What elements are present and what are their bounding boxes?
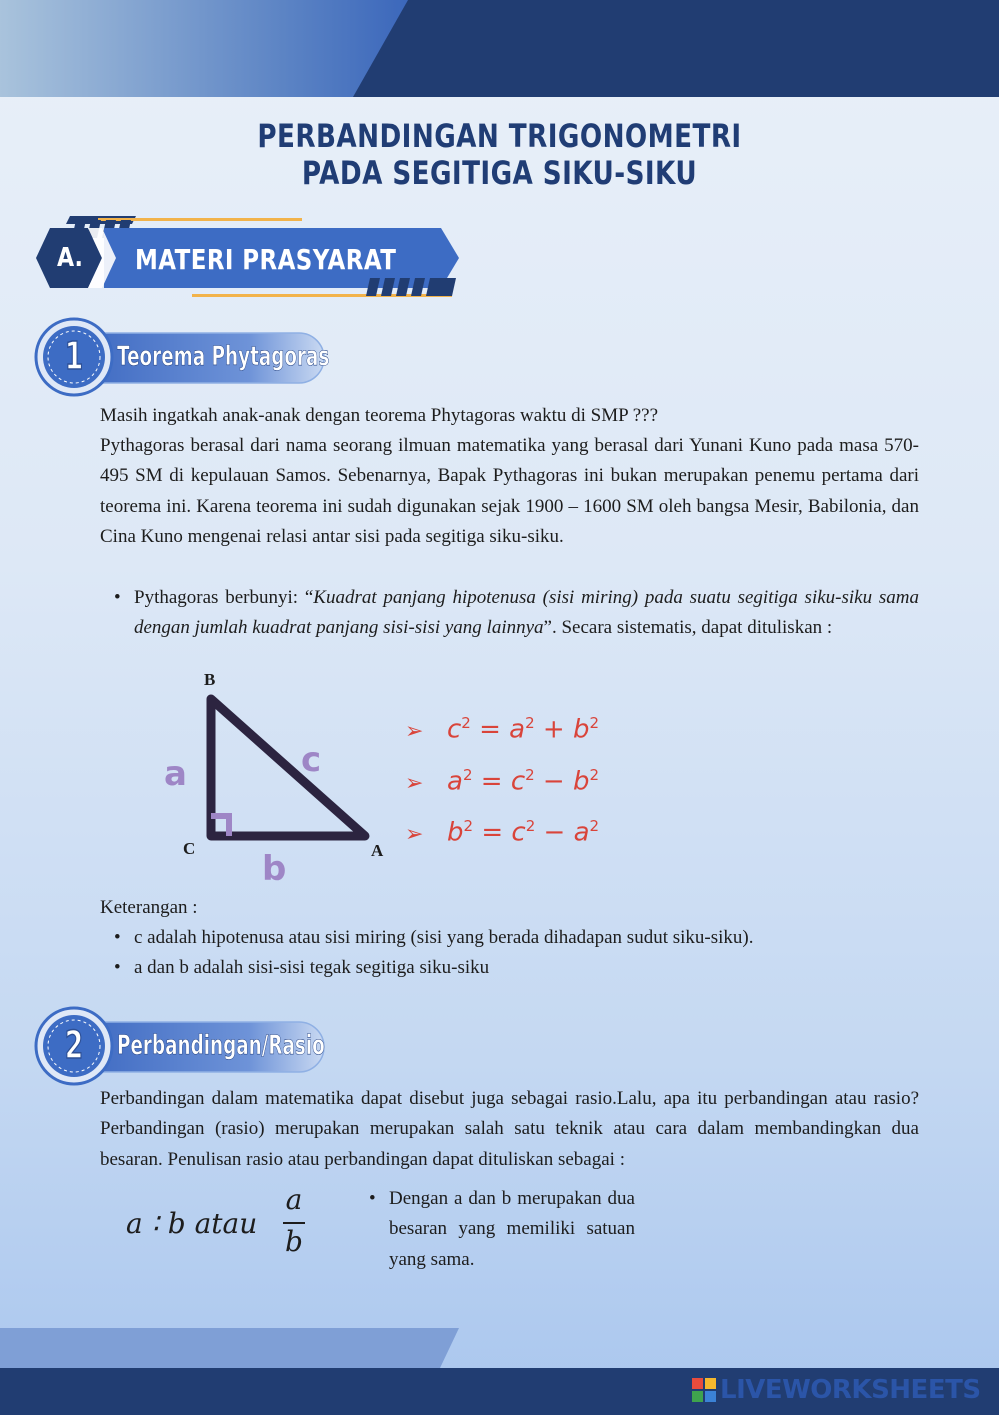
ratio-numerator: a (285, 1183, 303, 1216)
liveworksheets-watermark: LIVEWORKSHEETS (720, 1375, 981, 1405)
theorem-statement-tail: ”. Secara sistematis, dapat dituliskan : (543, 617, 833, 639)
formula-rhs-2: b (572, 714, 590, 745)
note-item: • c adalah hipotenusa atau sisi miring (sisi yang berada dihadapan sudut siku-siku). (100, 923, 919, 953)
theorem-statement-lead: Pythagoras berbunyi: “ (134, 587, 314, 608)
ratio-expression: a ∶ b atau (126, 1207, 258, 1240)
formula-equals: = (479, 714, 501, 745)
section-letter: A. (57, 243, 83, 273)
ratio-denominator: b (285, 1225, 303, 1258)
ratio-note-item: • Dengan a dan b merupakan dua besaran yang memiliki satuan yang sama. (355, 1184, 635, 1275)
subheading-2-title: Perbandingan/Rasio (117, 1030, 325, 1061)
formula-1 (405, 714, 599, 745)
ratio-note-list (355, 1184, 635, 1275)
subheading-1-title: Teorema Phytagoras (117, 341, 330, 372)
formula-exponent: 2 (525, 714, 535, 732)
formula-exponent: 2 (525, 817, 536, 835)
formula-exponent: 2 (462, 766, 473, 784)
note-item: • a dan b adalah sisi-sisi tegak segitiga siku-siku (100, 953, 919, 983)
formula-exponent: 2 (589, 714, 600, 732)
notes-label: Keterangan : (100, 897, 198, 918)
formula-2 (405, 766, 599, 797)
formula-arrow-icon: ➢ (405, 718, 424, 744)
intro-question: Masih ingatkah anak-anak dengan teorema Phytagoras waktu di SMP ??? (100, 405, 659, 426)
formula-lhs: c (447, 714, 462, 745)
pythagoras-history-paragraph: Pythagoras berasal dari nama seorang ilmuan matematika yang berasal dari Yunani Kuno pada masa 570-495 SM di kepulauan Samos. Sebenarnya, Bapak Pythagoras ini bukan merupakan penemu pertama dari teorema ini. Karena teorema ini sudah digunakan sejak 1900 – 1600 SM oleh bangsa Mesir, Babilonia, dan Cina Kuno mengenai relasi antar sisi pada segitiga siku-siku. (100, 435, 919, 547)
formula-exponent: 2 (589, 817, 600, 835)
formula-rhs-2: a (573, 817, 590, 848)
page-title-line-1: PERBANDINGAN TRIGONOMETRI (257, 117, 742, 155)
formula-equals: = (481, 817, 504, 848)
formula-arrow-icon: ➢ (405, 770, 424, 796)
triangle-shape (211, 699, 365, 836)
vertex-a-label: A (371, 841, 384, 860)
section-title: MATERI PRASYARAT (135, 243, 397, 276)
theorem-statement-list (100, 583, 919, 644)
theorem-quote: Kuadrat panjang hipotenusa (sisi miring) pada suatu segitiga siku-siku sama dengan jumlah kuadrat panjang sisi-sisi yang lainnya (134, 587, 919, 639)
page-title-line-2: PADA SEGITIGA SIKU-SIKU (301, 154, 698, 192)
ratio-paragraph: Perbandingan dalam matematika dapat disebut juga sebagai rasio.Lalu, apa itu perbandingan atau rasio? Perbandingan (rasio) merupakan merupakan salah satu teknik atau cara dalam membandingkan dua besaran. Penulisan rasio atau perbandingan dapat dituliskan sebagai : (100, 1088, 919, 1170)
top-header-band (0, 0, 999, 97)
formula-rhs-1: a (509, 714, 526, 745)
formula-exponent: 2 (525, 766, 535, 784)
formula-lhs: b (447, 817, 464, 848)
formula-rhs-1: c (511, 817, 526, 848)
formula-equals: = (480, 766, 503, 797)
subheading-1-number: 1 (64, 334, 84, 378)
formula-exponent: 2 (463, 817, 474, 835)
side-b-label: b (262, 849, 287, 889)
notes-list (100, 923, 919, 984)
formula-operator: − (543, 817, 566, 848)
liveworksheets-logo-icon (692, 1378, 716, 1402)
formula-operator: + (542, 714, 565, 745)
subheading-2-number: 2 (64, 1023, 84, 1067)
formula-arrow-icon: ➢ (405, 821, 424, 847)
side-c-label: c (301, 740, 322, 780)
formula-exponent: 2 (461, 714, 471, 732)
formula-exponent: 2 (589, 766, 600, 784)
fraction-bar (283, 1222, 305, 1224)
side-a-label: a (164, 754, 187, 794)
formula-3 (405, 817, 599, 848)
formula-rhs-1: c (510, 766, 526, 797)
formula-operator: − (542, 766, 565, 797)
formula-lhs: a (447, 766, 463, 797)
right-triangle-diagram (195, 690, 380, 850)
vertex-c-label: C (183, 839, 196, 858)
theorem-statement-item (100, 583, 919, 644)
formula-rhs-2: b (572, 766, 590, 797)
vertex-b-label: B (204, 670, 216, 689)
